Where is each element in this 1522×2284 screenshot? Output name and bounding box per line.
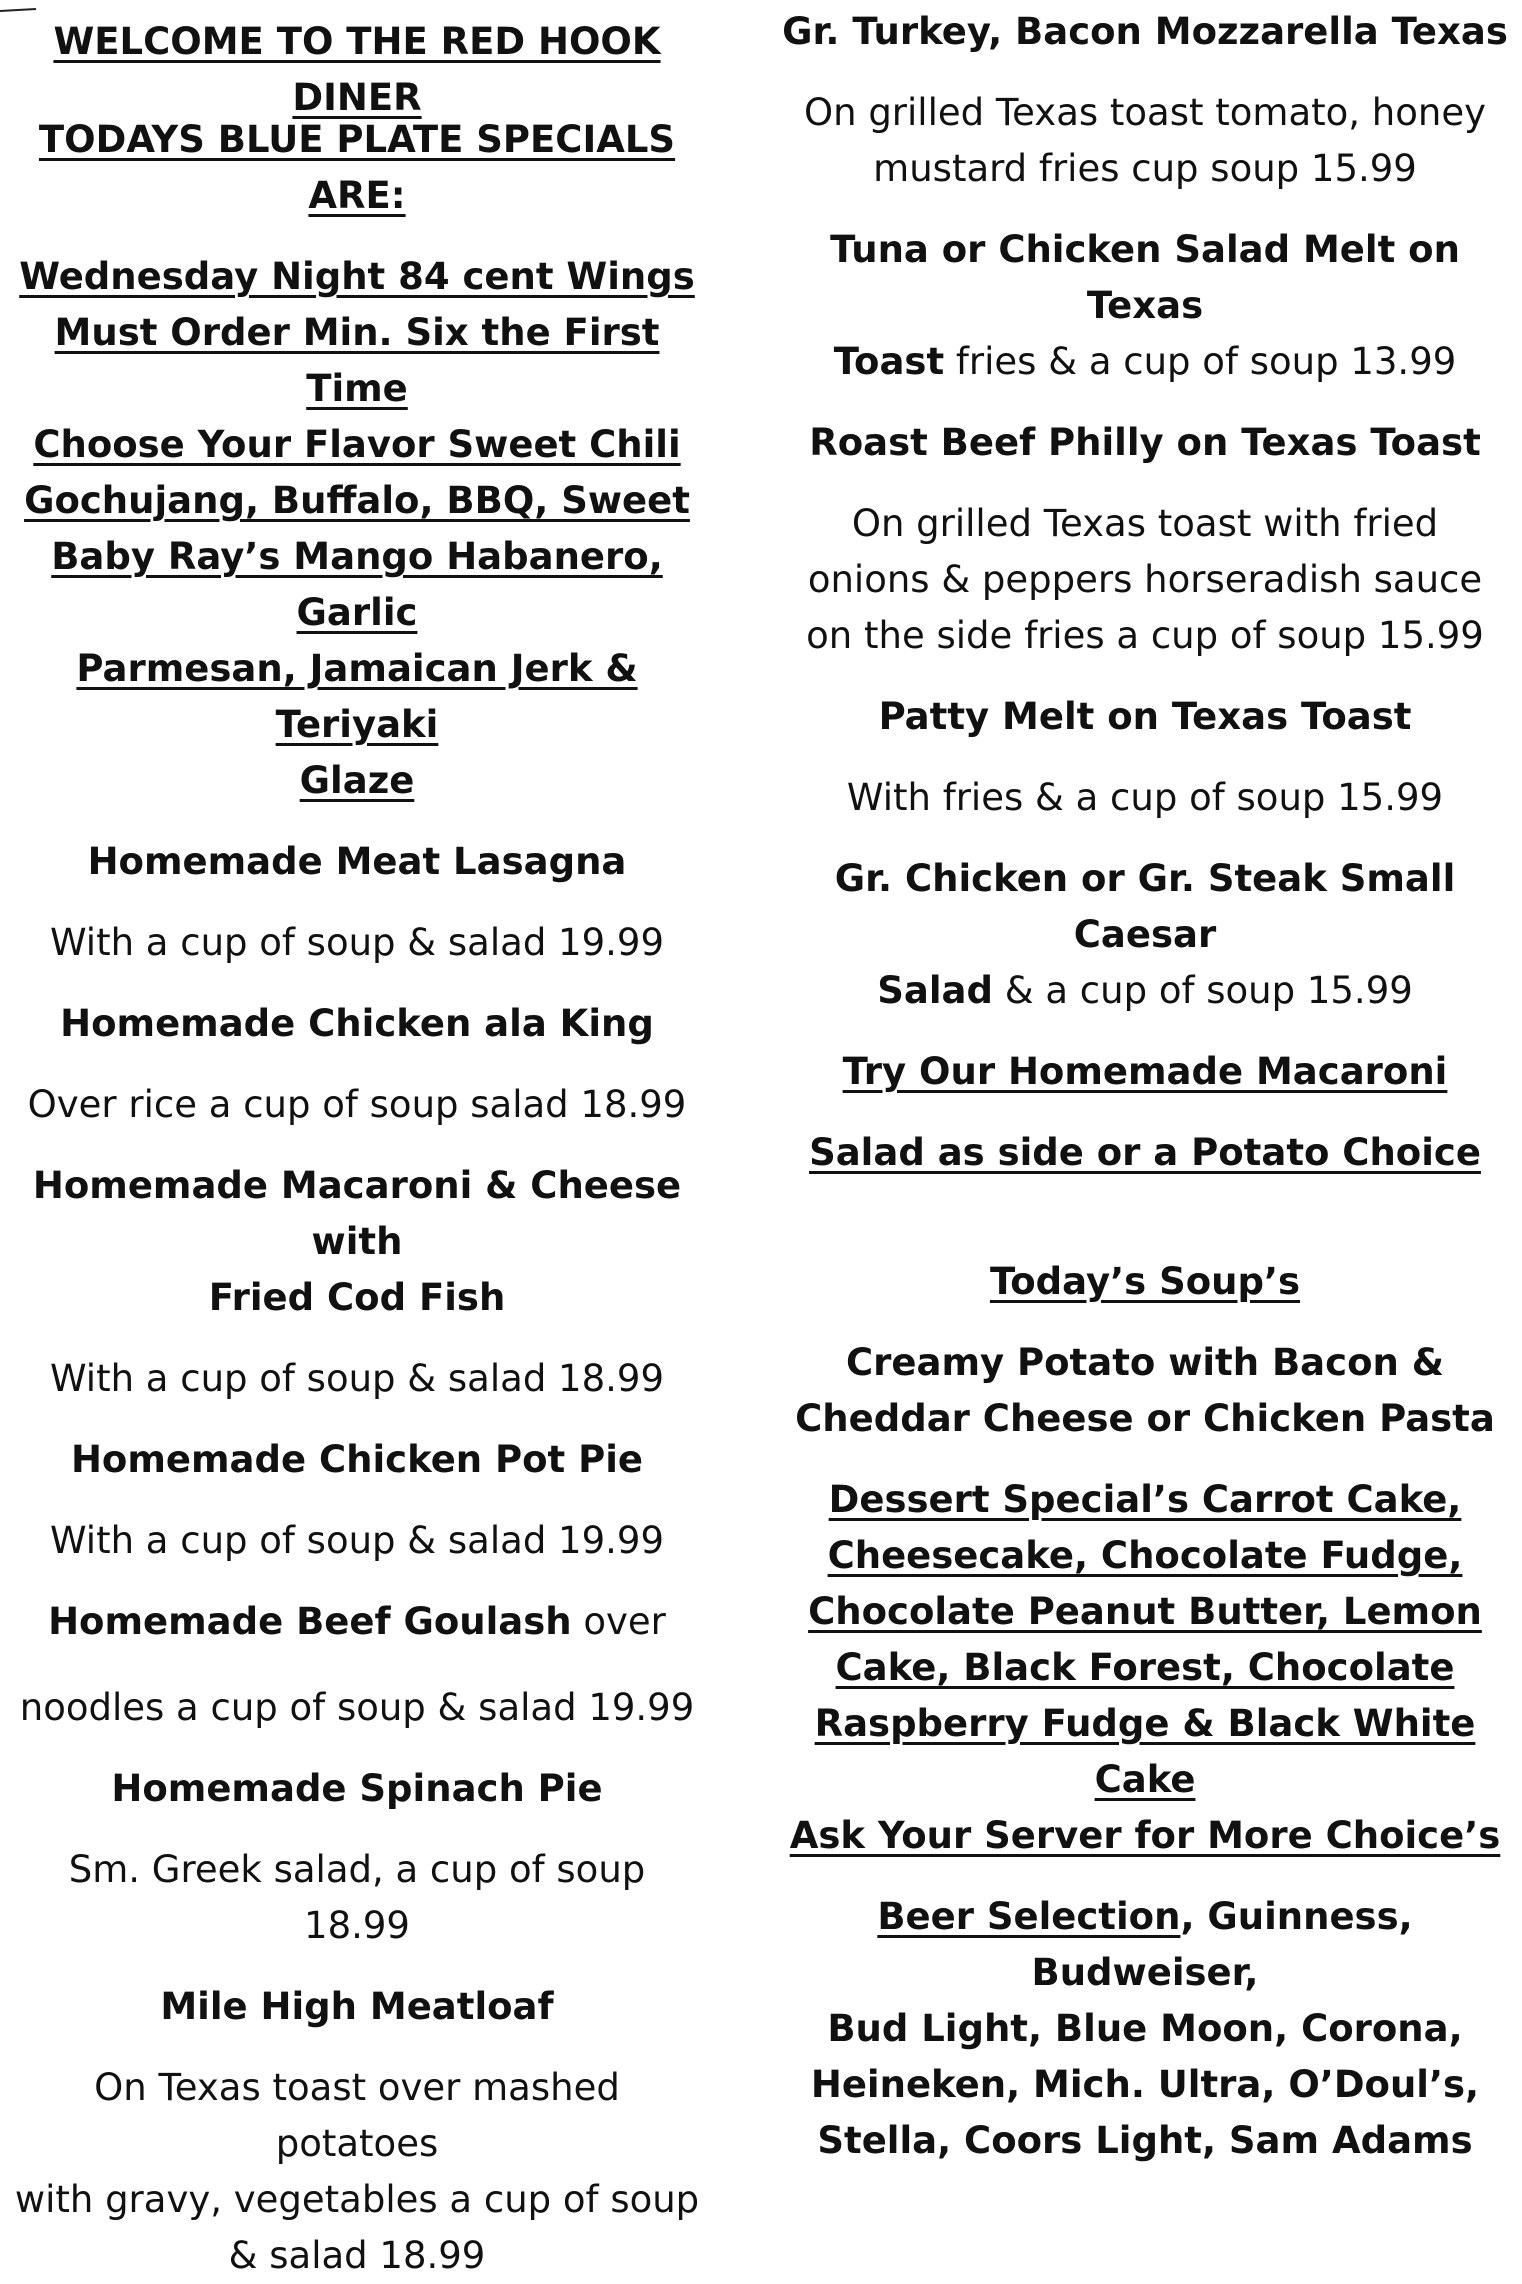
- wings-line: Glaze: [299, 759, 415, 802]
- dessert-line: Cake, Black Forest, Chocolate: [835, 1646, 1455, 1689]
- soups-list: [780, 1335, 1510, 1447]
- lasagna-name: Homemade Meat Lasagna: [87, 840, 627, 883]
- wings-special: [12, 249, 702, 809]
- meatloaf-desc-line: & salad 18.99: [228, 2234, 486, 2277]
- melt-bold: Toast: [833, 340, 945, 383]
- melt-line: Tuna or Chicken Salad Melt on Texas: [830, 228, 1460, 327]
- ala-king-name: Homemade Chicken ala King: [60, 1002, 654, 1045]
- header-line: TODAYS BLUE PLATE SPECIALS ARE:: [38, 118, 676, 217]
- caesar-line: Gr. Chicken or Gr. Steak Small Caesar: [834, 857, 1456, 956]
- mac-cheese-name: [12, 1158, 702, 1326]
- philly-name: Roast Beef Philly on Texas Toast: [809, 421, 1481, 464]
- mac-name-line: Homemade Macaroni & Cheese with: [32, 1164, 682, 1263]
- turkey-desc-line: mustard fries cup soup 15.99: [873, 147, 1417, 190]
- melt-line-2: [780, 334, 1510, 390]
- soup-line: Creamy Potato with Bacon &: [846, 1341, 1444, 1384]
- turkey-name: Gr. Turkey, Bacon Mozzarella Texas: [782, 10, 1508, 53]
- wings-line: Choose Your Flavor Sweet Chili: [33, 423, 681, 466]
- wings-line: Must Order Min. Six the First Time: [54, 311, 660, 410]
- dessert-line: Raspberry Fudge & Black White Cake: [814, 1702, 1476, 1801]
- beer-line: Stella, Coors Light, Sam Adams: [817, 2119, 1473, 2162]
- melt-rest: fries & a cup of soup 13.99: [944, 340, 1457, 383]
- meatloaf-desc: [12, 2060, 702, 2284]
- pot-pie-desc: With a cup of soup & salad 19.99: [50, 1519, 664, 1562]
- dessert-line: Ask Your Server for More Choice’s: [789, 1814, 1501, 1857]
- patty-name: Patty Melt on Texas Toast: [878, 695, 1412, 738]
- right-column: [780, 0, 1510, 2169]
- meatloaf-desc-line: On Texas toast over mashed potatoes: [94, 2066, 620, 2165]
- dessert-special: [780, 1472, 1510, 1864]
- beer-selection: [780, 1889, 1510, 2169]
- dessert-line: Cheesecake, Chocolate Fudge,: [827, 1534, 1463, 1577]
- caesar-line-2: [780, 963, 1510, 1019]
- try-macaroni-line: Try Our Homemade Macaroni: [842, 1050, 1448, 1093]
- ala-king-desc: Over rice a cup of soup salad 18.99: [27, 1083, 687, 1126]
- meatloaf-desc-line: with gravy, vegetables a cup of soup: [14, 2178, 700, 2221]
- philly-desc-line: on the side fries a cup of soup 15.99: [806, 614, 1484, 657]
- try-macaroni-line: Salad as side or a Potato Choice: [809, 1131, 1481, 1174]
- goulash-title: Homemade Beef Goulash: [48, 1600, 572, 1643]
- caesar-item: [780, 851, 1510, 1019]
- philly-desc: [780, 496, 1510, 664]
- dessert-line: Dessert Special’s Carrot Cake,: [828, 1478, 1462, 1521]
- soups-title: Today’s Soup’s: [989, 1260, 1301, 1303]
- caesar-rest: & a cup of soup 15.99: [992, 969, 1413, 1012]
- header-line: WELCOME TO THE RED HOOK DINER: [53, 20, 661, 119]
- soup-line: Cheddar Cheese or Chicken Pasta: [795, 1397, 1495, 1440]
- wings-line: Gochujang, Buffalo, BBQ, Sweet: [24, 479, 690, 522]
- goulash-desc: noodles a cup of soup & salad 19.99: [19, 1686, 695, 1729]
- wings-line: Parmesan, Jamaican Jerk & Teriyaki: [76, 647, 638, 746]
- spinach-name: Homemade Spinach Pie: [111, 1767, 603, 1810]
- mac-name-line: Fried Cod Fish: [208, 1276, 506, 1319]
- beer-first-line: [780, 1889, 1510, 2001]
- spinach-desc: Sm. Greek salad, a cup of soup 18.99: [68, 1848, 646, 1947]
- melt-item: [780, 222, 1510, 390]
- beer-line: Heineken, Mich. Ultra, O’Doul’s,: [810, 2063, 1480, 2106]
- wings-line: Baby Ray’s Mango Habanero, Garlic: [51, 535, 663, 634]
- dessert-line: Chocolate Peanut Butter, Lemon: [808, 1590, 1482, 1633]
- caesar-bold: Salad: [877, 969, 993, 1012]
- lasagna-desc: With a cup of soup & salad 19.99: [50, 921, 664, 964]
- left-column: [12, 0, 702, 2284]
- goulash-tail: over: [571, 1600, 666, 1643]
- turkey-desc: [780, 85, 1510, 197]
- philly-desc-line: onions & peppers horseradish sauce: [807, 558, 1483, 601]
- patty-desc: With fries & a cup of soup 15.99: [846, 776, 1444, 819]
- mac-cheese-desc: With a cup of soup & salad 18.99: [50, 1357, 664, 1400]
- philly-desc-line: On grilled Texas toast with fried: [851, 502, 1439, 545]
- welcome-header: [12, 14, 702, 224]
- goulash-name: [12, 1594, 702, 1650]
- turkey-desc-line: On grilled Texas toast tomato, honey: [803, 91, 1486, 134]
- pot-pie-name: Homemade Chicken Pot Pie: [70, 1438, 644, 1481]
- beer-tail: , Guinness, Budweiser,: [1031, 1895, 1413, 1994]
- beer-title: Beer Selection: [877, 1895, 1181, 1938]
- beer-line: Bud Light, Blue Moon, Corona,: [827, 2007, 1463, 2050]
- meatloaf-name: Mile High Meatloaf: [160, 1985, 554, 2028]
- wings-line: Wednesday Night 84 cent Wings: [19, 255, 695, 298]
